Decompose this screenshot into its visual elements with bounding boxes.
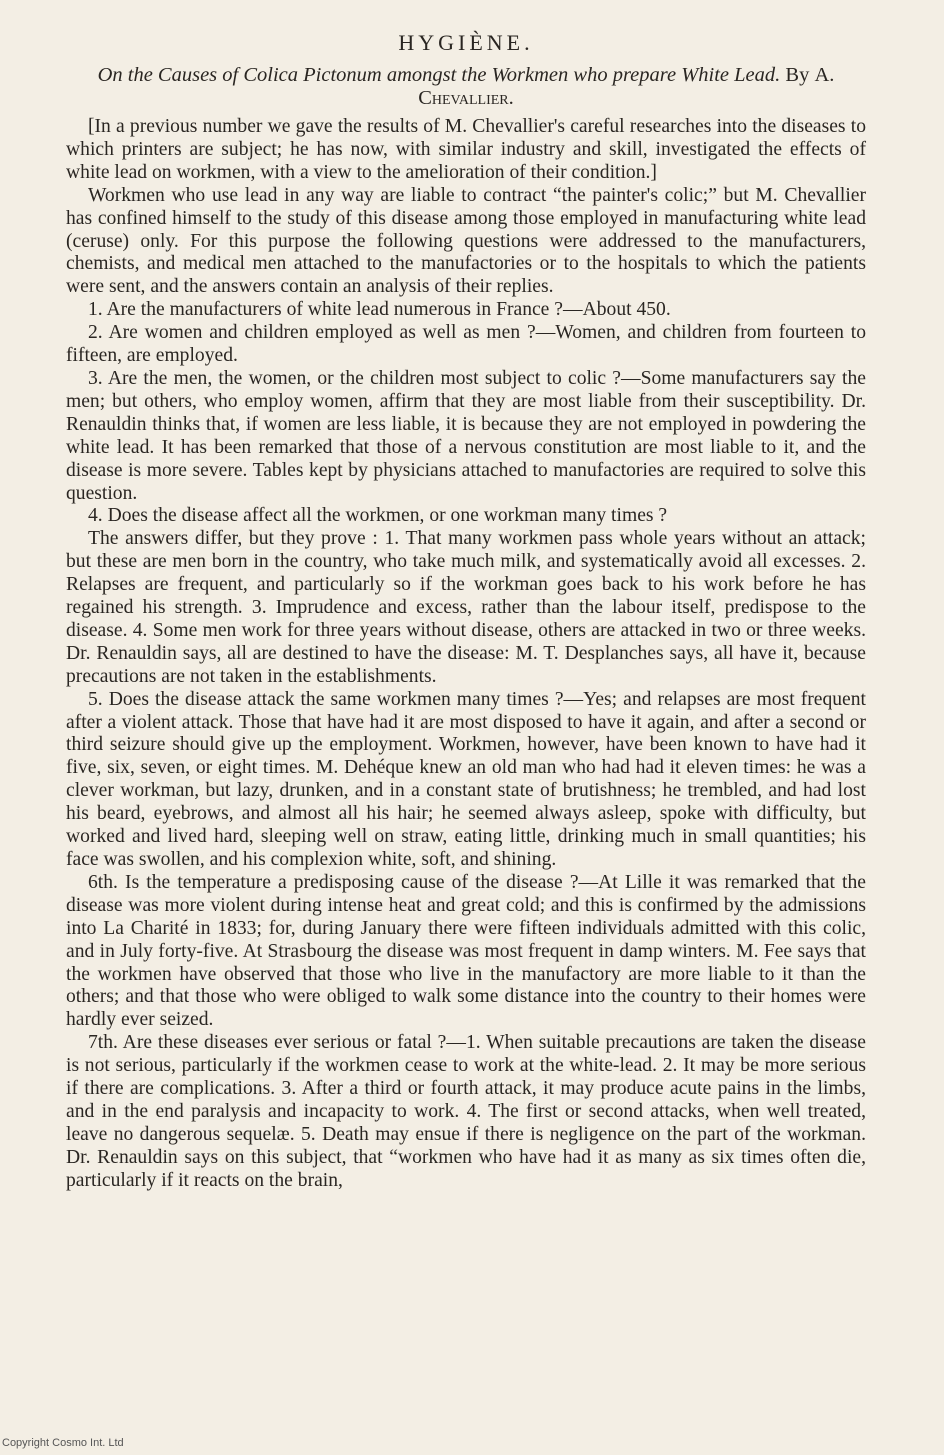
question-6: 6th. Is the temperature a predisposing cause of the disease ?—At Lille it was remarked that the disease was more violent during intense heat and great cold; and this is confirmed by the admissions into La Charité in 1833; for, during January there were fifteen individuals admitted with this colic, and in July forty-five. At Strasbourg the disease was most frequent in damp winters. M. Fee says that the workmen have observed that those who live in the manufactory are more liable to it than the others; and that those who were obliged to walk some distance into the country to their homes were hardly ever seized. [66, 871, 866, 1031]
question-7: 7th. Are these diseases ever serious or fatal ?—1. When suitable precautions are taken the disease is not serious, particularly if the workmen cease to work at the white-lead. 2. It may be more serious if there are complications. 3. After a third or fourth attack, it may produce acute pains in the limbs, and in the end paralysis and incapacity to work. 4. The first or second attacks, when well treated, leave no dangerous sequelæ. 5. Death may ensue if there is negligence on the part of the workman. Dr. Renauldin says on this subject, that “workmen who have had it as many as six times often die, particularly if it reacts on the brain, [66, 1032, 866, 1191]
subtitle-text: On the Causes of Colica Pictonum amongst the Workmen who prepare White Lead. [97, 64, 781, 86]
question-1: 1. Are the manufacturers of white lead numerous in France ?—About 450. [88, 299, 671, 321]
article-title: HYGIÈNE. [398, 30, 534, 55]
question-3: 3. Are the men, the women, or the children most subject to colic ?—Some manufacturers say the men; but others, who employ women, affirm that they are most liable from their susceptibility. Dr. Renauldin thinks that, if women are less liable, it is because they are not employed in powdering the white lead. It has been remarked that those of a nervous constitution are most liable to it, and the disease is more severe. Tables kept by physicians attached to manufactories are required to solve this question. [66, 367, 866, 504]
paragraph-intro: [In a previous number we gave the results of M. Chevallier's careful researches into the diseases to which printers are subject; he has now, with similar industry and skill, investigated the effects of white lead on workmen, with a view to the amelioration of their condition.] [66, 116, 866, 183]
answer-4: The answers differ, but they prove : 1. That many workmen pass whole years without an attack; but these are men born in the country, who take much milk, and systematically avoid all excesses. 2. Relapses are frequent, and particularly so if the workman goes back to his work before he has regained his strength. 3. Imprudence and excess, rather than the labour itself, predispose to the disease. 4. Some men work for three years without disease, others are attacked in two or three weeks. Dr. Renauldin says, all are destined to have the disease: M. T. Desplanches says, all have it, because precautions are not taken in the establishments. [66, 528, 866, 687]
paragraph-colic: Workmen who use lead in any way are liable to contract “the painter's colic;” but M. Chevallier has confined himself to the study of this disease among those employed in manufacturing white lead (ceruse) only. For this purpose the following questions were addressed to the manufacturers, chemists, and medical men attached to the manufactories or to the hospitals to which the patients were sent, and the answers contain an analysis of their replies. [66, 184, 866, 298]
question-4: 4. Does the disease affect all the workmen, or one workman many times ? [88, 505, 668, 527]
article-page [66, 30, 866, 1193]
subtitle-author: A. Chevallier. [418, 64, 835, 109]
question-2: 2. Are women and children employed as well as men ?—Women, and children from fourteen to fifteen, are employed. [66, 322, 866, 367]
copyright-notice: Copyright Cosmo Int. Ltd [2, 1437, 124, 1449]
subtitle-by: By [785, 64, 810, 86]
question-5: 5. Does the disease attack the same workmen many times ?—Yes; and relapses are most frequent after a violent attack. Those that have had it are most disposed to have it again, and after a second or third seizure should give up the employment. Workmen, however, have been known to have had it five, six, seven, or eight times. M. Dehéque knew an old man who had had it eleven times: he was a clever workman, but lazy, drunken, and in a constant state of brutishness; he trembled, and had lost his beard, eyebrows, and almost all his hair; he seemed always asleep, spoke with difficulty, but worked and lived hard, sleeping well on straw, eating little, drinking much in small quantities; his face was swollen, and his complexion white, soft, and shining. [66, 688, 866, 870]
article-subtitle [66, 64, 866, 110]
